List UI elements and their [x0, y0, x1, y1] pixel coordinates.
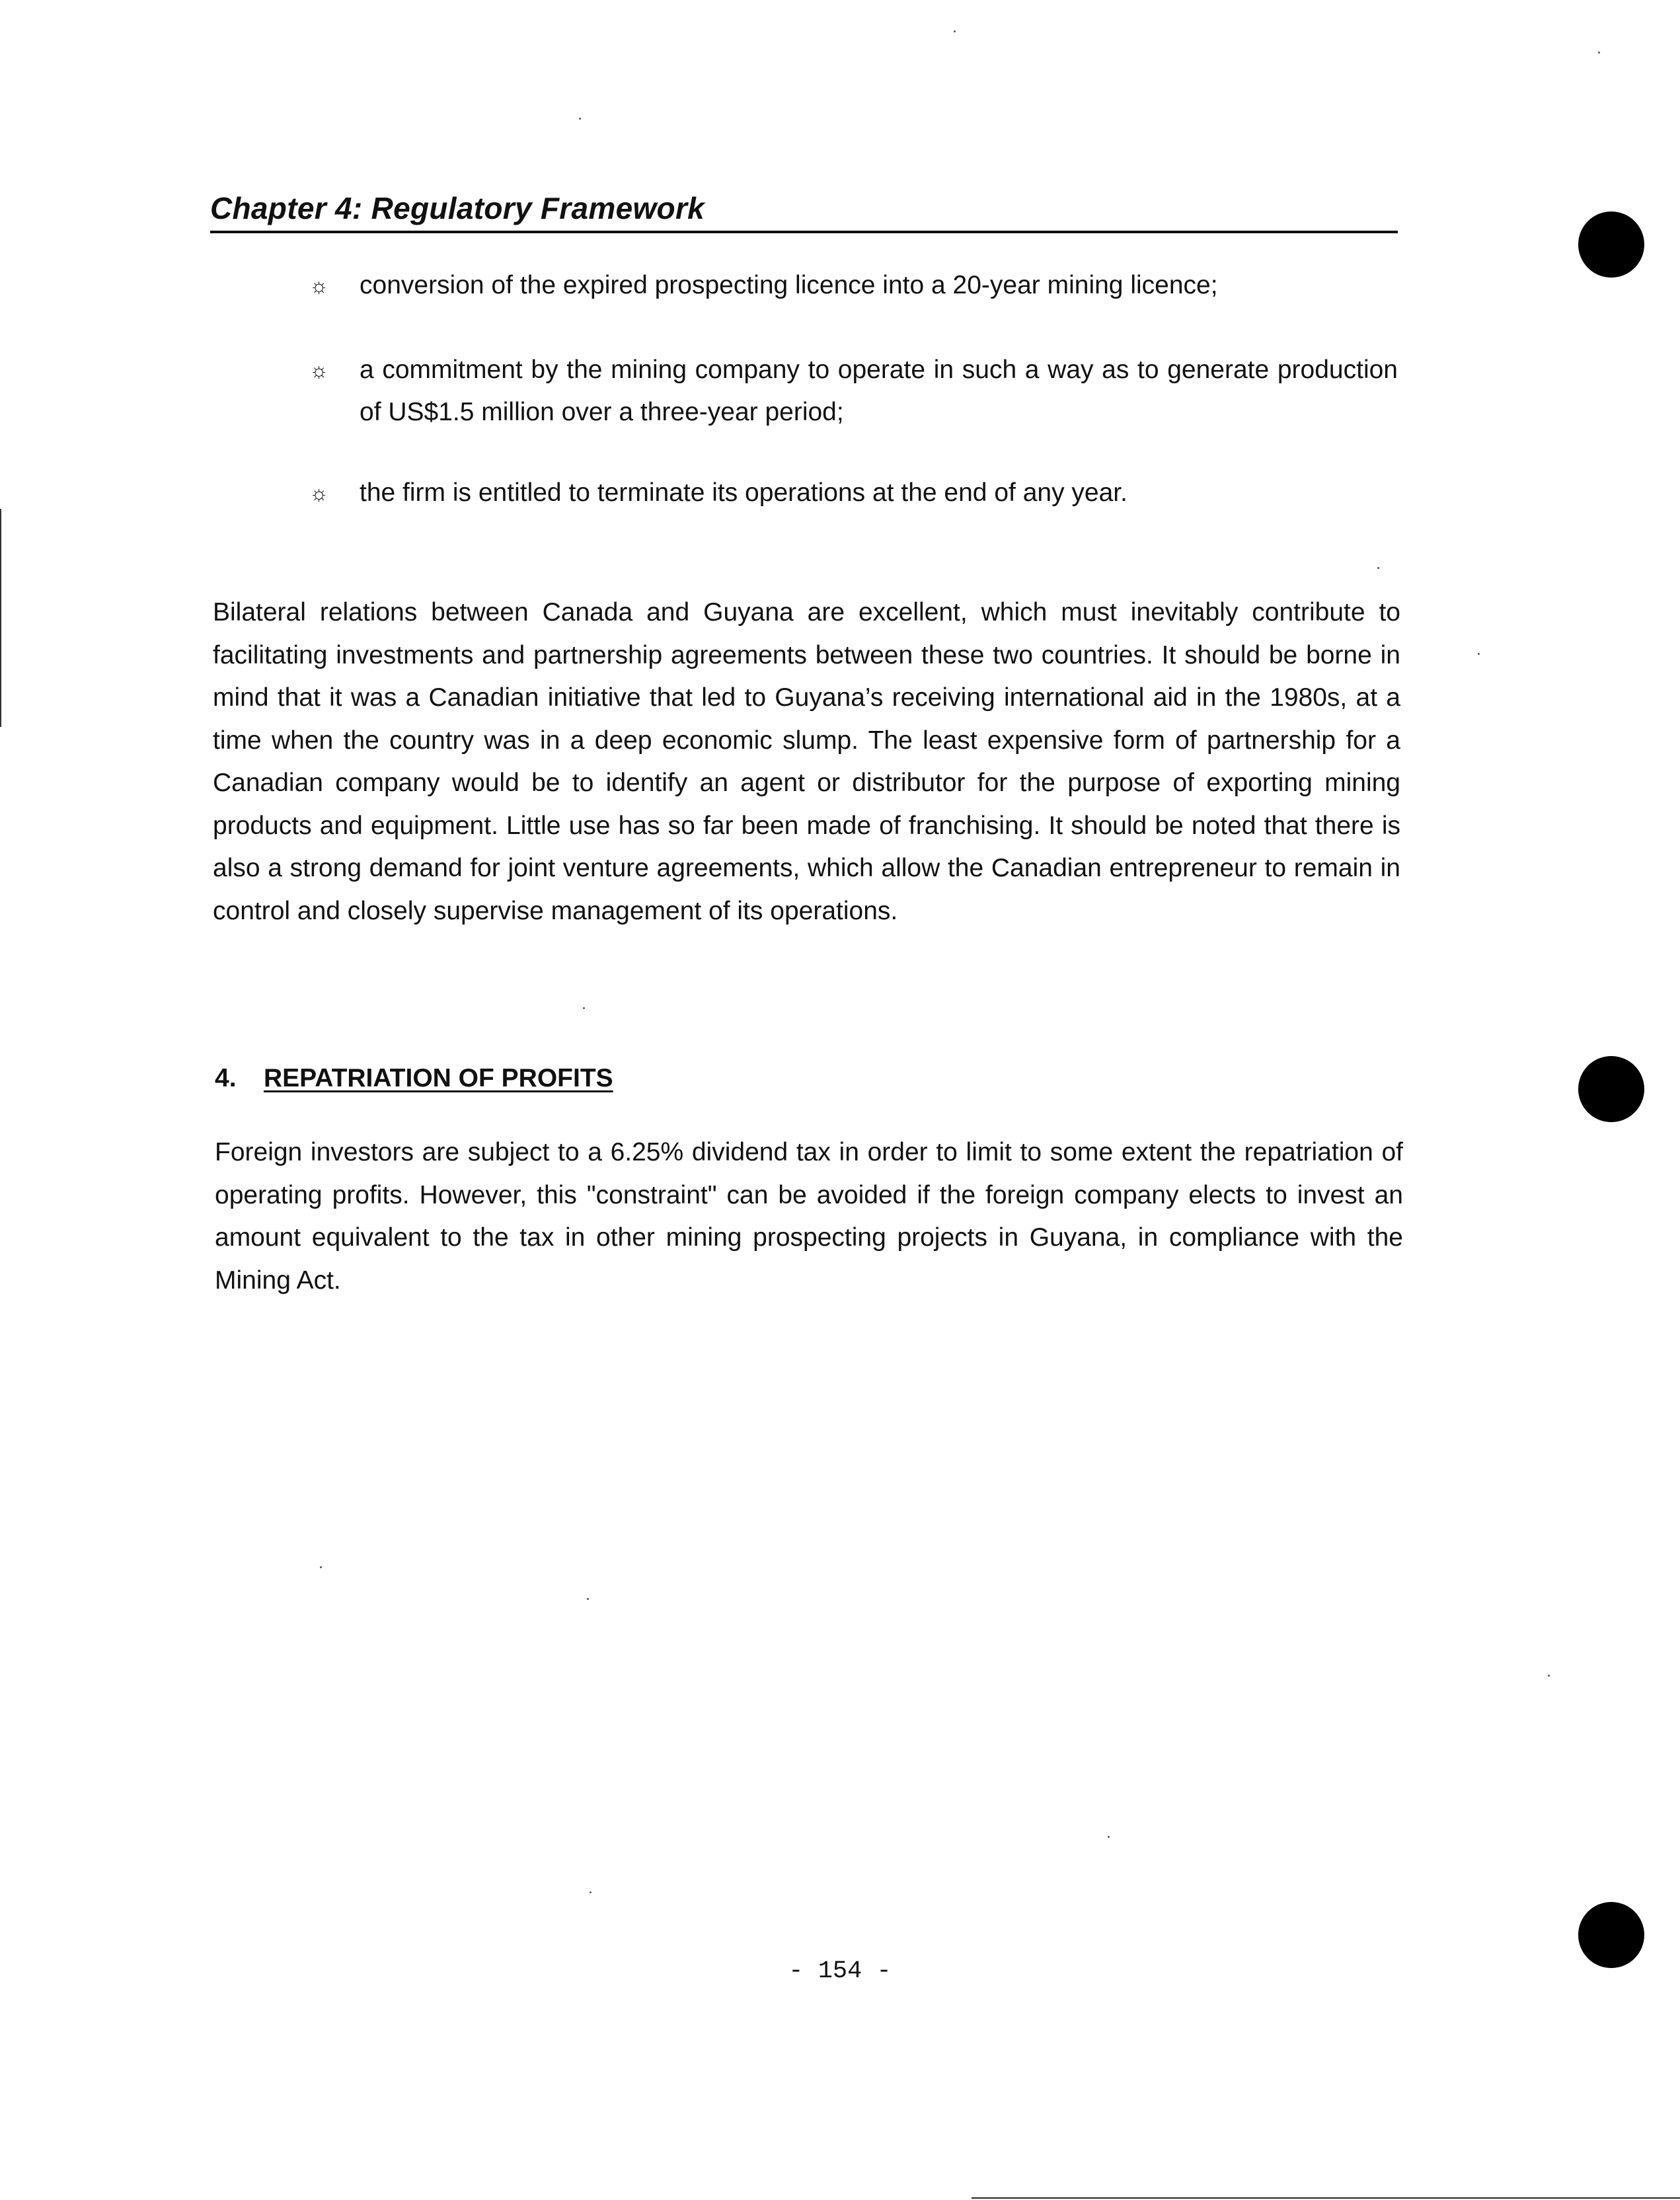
section-number: 4. — [215, 1064, 237, 1092]
sun-bullet-icon: ☼ — [309, 358, 329, 382]
chapter-title: Chapter 4: Regulatory Framework — [210, 191, 705, 225]
scan-edge-line — [972, 2197, 1680, 2199]
punch-hole — [1578, 1902, 1644, 1968]
bullet-item — [309, 264, 1398, 307]
scan-speck — [1377, 567, 1379, 569]
scan-speck — [1478, 653, 1480, 655]
punch-hole — [1578, 1056, 1644, 1122]
scan-speck — [579, 118, 581, 120]
section-heading — [215, 1059, 613, 1098]
sun-bullet-icon: ☼ — [309, 481, 329, 505]
sun-bullet-icon: ☼ — [309, 274, 329, 297]
scan-speck — [587, 1598, 589, 1600]
body-paragraph: Bilateral relations between Canada and Guyana are excellent, which must inevitably contribute to facilitating investments and partnership agreements between these two countries. It should be borne in mind that it was a Canadian initiative that led to Guyana’s receiving international aid in the 1980s, at a time when the country was in a deep economic slump. The least expensive form of partnership for a Canadian company would be to identify an agent or distributor for the purpose of exporting mining products and equipment. Little use has so far been made of franchising. It should be noted that there is also a strong demand for joint venture agreements, which allow the Canadian entrepreneur to remain in control and closely supervise management of its operations. — [213, 598, 1400, 925]
bullet-item — [309, 472, 1398, 514]
header-rule — [210, 231, 1398, 233]
scan-speck — [1108, 1836, 1110, 1838]
scan-speck — [583, 1007, 585, 1009]
bullet-text: the firm is entitled to terminate its operations at the end of any year. — [360, 478, 1127, 507]
scan-speck — [590, 1891, 592, 1893]
scan-speck — [1548, 1675, 1550, 1677]
scan-speck — [954, 30, 956, 32]
bullet-text: a commitment by the mining company to operate in such a way as to generate production of US$1.5 million over a three-year period; — [360, 356, 1398, 426]
punch-hole — [1578, 211, 1644, 278]
scan-speck — [1598, 52, 1600, 54]
bullet-item — [309, 349, 1398, 434]
page-number: - 154 - — [788, 1957, 892, 1985]
section-body: Foreign investors are subject to a 6.25% dividend tax in order to limit to some extent the repatriation of operating profits. However, this "constraint" can be avoided if the foreign company elects to invest an amount equivalent to the tax in other mining prospecting projects in Guyana, in compliance with the Mining Act. — [215, 1138, 1403, 1295]
scan-margin-mark — [0, 509, 1, 727]
section-title: REPATRIATION OF PROFITS — [264, 1064, 613, 1092]
scan-speck — [320, 1566, 322, 1568]
bullet-text: conversion of the expired prospecting licence into a 20-year mining licence; — [360, 271, 1218, 299]
